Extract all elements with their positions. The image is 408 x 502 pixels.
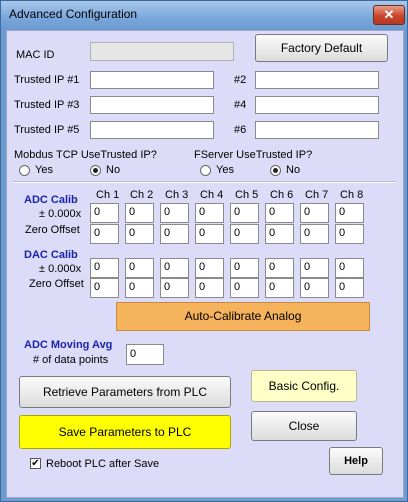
trusted-ip-6-input[interactable] <box>255 121 379 139</box>
trusted-ip-4-input[interactable] <box>255 96 379 114</box>
trusted-ip-5-label: Trusted IP #5 <box>14 124 80 136</box>
divider <box>13 181 396 183</box>
adc-offset-ch4[interactable]: 0 <box>195 224 224 244</box>
trusted-ip-1-label: Trusted IP #1 <box>14 74 80 86</box>
dialog-body <box>6 30 404 498</box>
trusted-ip-3-input[interactable] <box>90 96 214 114</box>
adc-scale-ch8[interactable]: 0 <box>335 203 364 223</box>
dac-scale-ch5[interactable]: 0 <box>230 258 259 278</box>
factory-default-button[interactable]: Factory Default <box>255 34 388 62</box>
adc-offset-ch7[interactable]: 0 <box>300 224 329 244</box>
adc-calib-title: ADC Calib <box>24 194 78 206</box>
dac-scale-ch3[interactable]: 0 <box>160 258 189 278</box>
adc-offset-ch1[interactable]: 0 <box>90 224 119 244</box>
adc-offset-ch6[interactable]: 0 <box>265 224 294 244</box>
modbus-yes-radio[interactable] <box>19 165 30 176</box>
dac-scale-ch1[interactable]: 0 <box>90 258 119 278</box>
dac-scale-ch6[interactable]: 0 <box>265 258 294 278</box>
adc-offset-ch2[interactable]: 0 <box>125 224 154 244</box>
trusted-ip-2-label: #2 <box>234 74 247 86</box>
fserver-yes-label: Yes <box>216 164 234 176</box>
fserver-question: FServer UseTrusted IP? <box>194 149 313 161</box>
dac-offset-label: Zero Offset <box>29 278 84 290</box>
help-button[interactable]: Help <box>329 447 383 475</box>
close-window-button[interactable]: ✕ <box>373 5 405 25</box>
mac-id-label: MAC ID <box>16 49 55 61</box>
adc-scale-label: ± 0.000x <box>39 208 82 220</box>
dac-offset-ch6[interactable]: 0 <box>265 278 294 298</box>
dac-scale-ch4[interactable]: 0 <box>195 258 224 278</box>
adc-offset-ch5[interactable]: 0 <box>230 224 259 244</box>
trusted-ip-2-input[interactable] <box>255 71 379 89</box>
trusted-ip-5-input[interactable] <box>90 121 214 139</box>
adc-offset-ch8[interactable]: 0 <box>335 224 364 244</box>
adc-scale-ch5[interactable]: 0 <box>230 203 259 223</box>
basic-config-button[interactable]: Basic Config. <box>251 370 357 402</box>
close-button[interactable]: Close <box>251 411 357 441</box>
window-title: Advanced Configuration <box>9 7 138 21</box>
dac-offset-ch5[interactable]: 0 <box>230 278 259 298</box>
trusted-ip-4-label: #4 <box>234 99 247 111</box>
trusted-ip-6-label: #6 <box>234 124 247 136</box>
reboot-checkbox[interactable]: ✔ <box>31 458 40 469</box>
adc-scale-ch2[interactable]: 0 <box>125 203 154 223</box>
dac-calib-title: DAC Calib <box>24 249 78 261</box>
dac-offset-ch7[interactable]: 0 <box>300 278 329 298</box>
fserver-no-radio[interactable] <box>270 165 281 176</box>
reboot-label: Reboot PLC after Save <box>46 458 160 470</box>
modbus-yes-label: Yes <box>35 164 53 176</box>
adc-offset-label: Zero Offset <box>25 224 80 236</box>
dac-offset-ch4[interactable]: 0 <box>195 278 224 298</box>
modbus-no-label: No <box>106 164 121 176</box>
mac-id-field <box>90 42 234 61</box>
dac-offset-ch2[interactable]: 0 <box>125 278 154 298</box>
adc-scale-ch4[interactable]: 0 <box>195 203 224 223</box>
adc-scale-ch6[interactable]: 0 <box>265 203 294 223</box>
auto-calibrate-button[interactable]: Auto-Calibrate Analog <box>116 302 370 331</box>
fserver-no-label: No <box>286 164 301 176</box>
save-params-button[interactable]: Save Parameters to PLC <box>19 415 231 449</box>
trusted-ip-1-input[interactable] <box>90 71 214 89</box>
dac-scale-ch2[interactable]: 0 <box>125 258 154 278</box>
channel-header-3: Ch 3 <box>165 189 189 201</box>
modbus-question: Mobdus TCP UseTrusted IP? <box>14 149 157 161</box>
channel-header-6: Ch 6 <box>270 189 294 201</box>
moving-avg-title: ADC Moving Avg <box>24 339 113 351</box>
fserver-yes-radio[interactable] <box>200 165 211 176</box>
modbus-no-radio[interactable] <box>90 165 101 176</box>
adc-scale-ch3[interactable]: 0 <box>160 203 189 223</box>
adc-offset-ch3[interactable]: 0 <box>160 224 189 244</box>
moving-avg-input[interactable]: 0 <box>126 344 164 365</box>
title-bar[interactable] <box>1 1 407 29</box>
dac-offset-ch3[interactable]: 0 <box>160 278 189 298</box>
adc-scale-ch7[interactable]: 0 <box>300 203 329 223</box>
channel-header-2: Ch 2 <box>130 189 154 201</box>
dac-scale-ch8[interactable]: 0 <box>335 258 364 278</box>
channel-header-1: Ch 1 <box>96 189 120 201</box>
dac-scale-ch7[interactable]: 0 <box>300 258 329 278</box>
adc-scale-ch1[interactable]: 0 <box>90 203 119 223</box>
dac-scale-label: ± 0.000x <box>39 263 82 275</box>
trusted-ip-3-label: Trusted IP #3 <box>14 99 80 111</box>
dac-offset-ch1[interactable]: 0 <box>90 278 119 298</box>
channel-header-8: Ch 8 <box>340 189 364 201</box>
moving-avg-sub: # of data points <box>33 354 109 366</box>
channel-header-7: Ch 7 <box>305 189 329 201</box>
dac-offset-ch8[interactable]: 0 <box>335 278 364 298</box>
channel-header-4: Ch 4 <box>200 189 224 201</box>
retrieve-params-button[interactable]: Retrieve Parameters from PLC <box>19 376 231 408</box>
channel-header-5: Ch 5 <box>235 189 259 201</box>
